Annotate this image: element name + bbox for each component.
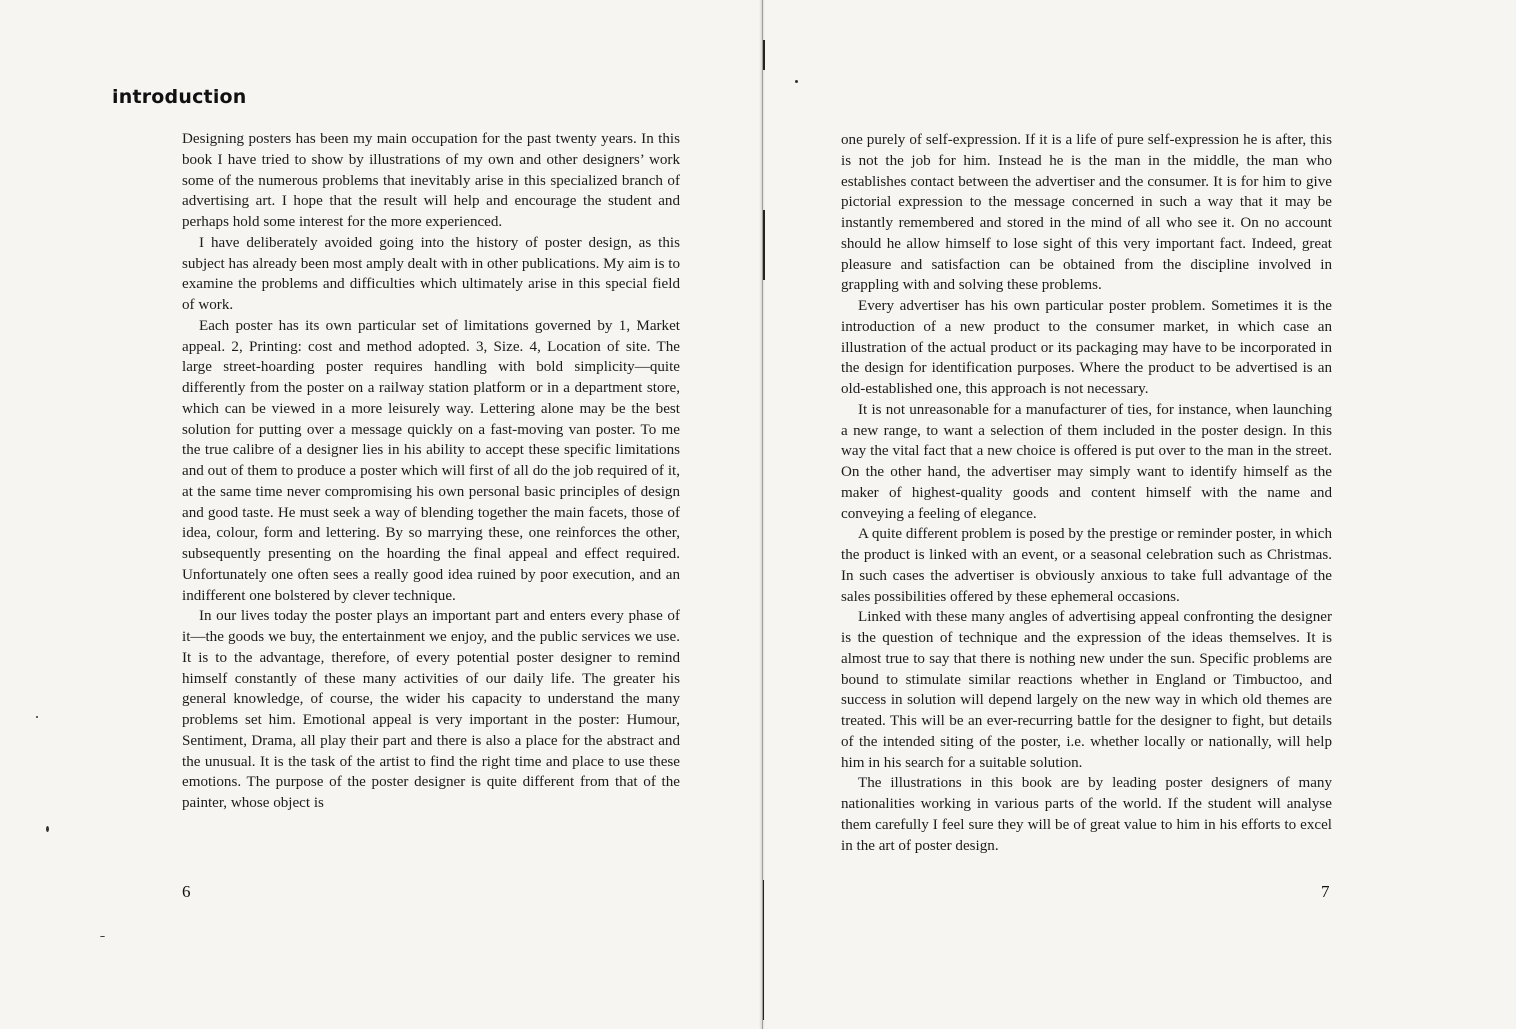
right-page-body: [841, 130, 1332, 856]
right-page: [760, 0, 1516, 1029]
left-paragraph-1: Designing posters has been my main occupation for the past twenty years. In this book I have tried to show by illustrations of my own and other designers’ work some of the numerous problems that inevitably arise in this specialized branch of advertising art. I hope that the result will help and encourage the student and perhaps hold some interest for the more experienced.: [182, 131, 680, 230]
right-paragraph-4: A quite different problem is posed by the prestige or reminder poster, in which the product is linked with an event, or a seasonal celebration such as Christmas. In such cases the advertiser is obviously anxious to take full advantage of the sales possibilities offered by these ephemeral occasions.: [841, 526, 1332, 605]
paper-speck: [46, 826, 49, 832]
right-page-number: 7: [1321, 882, 1330, 901]
left-paragraph-4: In our lives today the poster plays an important part and enters every phase of it—the goods we buy, the entertainment we enjoy, and the public services we use. It is to the advantage, therefore, of every potential poster designer to remind himself constantly of these many activities of our daily life. The greater his general knowledge, of course, the wider his capacity to understand the many problems set him. Emotional appeal is very important in the poster: Humour, Sentiment, Drama, all play their part and there is also a place for the abstract and the unusual. It is the task of the artist to find the right time and place to use these emotions. The purpose of the poster designer is quite different from that of the painter, whose object is: [182, 608, 680, 811]
paper-speck: [100, 936, 105, 937]
right-paragraph-2: Every advertiser has his own particular poster problem. Sometimes it is the introduction of a new product to the consumer market, in which case an illustration of the actual product or its packaging may have to be incorporated in the design for identification purposes. Where the product to be advertised is an old-established one, this approach is not necessary.: [841, 298, 1332, 397]
chapter-heading: introduction: [112, 86, 247, 108]
left-paragraph-3: Each poster has its own particular set of limitations governed by 1, Market appeal. 2, Printing: cost and method adopted. 3, Size. 4, Location of site. The large street-hoarding poster requires handling with bold simplicity—quite differently from the poster on a railway station platform or in a department store, which can be viewed in a more leisurely way. Lettering alone may be the best solution for putting over a message quickly on a fast-moving van poster. To me the true calibre of a designer lies in his ability to accept these specific limitations and out of them to produce a poster which will first of all do the job required of it, at the same time never compromising his own personal basic principles of design and good taste. He must seek a way of blending together the main facets, those of idea, colour, form and lettering. By so marrying these, one reinforces the other, subsequently presenting on the hoarding the final appeal and effect required. Unfortunately one often sees a really good idea ruined by poor execution, and an indifferent one bolstered by clever technique.: [182, 317, 680, 604]
right-paragraph-1: one purely of self-expression. If it is a life of pure self-expression he is after, this is not the job for him. Instead he is the man in the middle, the man who establishes contact between the advertiser and the consumer. It is for him to give pictorial expression to the message concerned in such a way that it may be instantly remembered and stored in the mind of all who see it. On no account should he allow himself to lose sight of this very important fact. Indeed, great pleasure and satisfaction can be obtained from the discipline involved in grappling with and solving these problems.: [841, 132, 1332, 294]
paper-speck: [36, 716, 38, 718]
left-page-body: [182, 129, 680, 814]
paper-speck: [795, 80, 798, 83]
right-paragraph-3: It is not unreasonable for a manufacturer of ties, for instance, when launching a new range, to want a selection of them included in the poster design. In this way the vital fact that a new choice is offered is put over to the man in the street. On the other hand, the advertiser may simply want to identify himself as the maker of highest-quality goods and content himself with the name and conveying a feeling of elegance.: [841, 401, 1332, 522]
right-paragraph-6: The illustrations in this book are by leading poster designers of many nationalities working in various parts of the world. If the student will analyse them carefully I feel sure they will be of great value to him in his efforts to excel in the art of poster design.: [841, 775, 1332, 854]
left-page-number: 6: [182, 882, 191, 901]
right-paragraph-5: Linked with these many angles of advertising appeal confronting the designer is the question of technique and the expression of the ideas themselves. It is almost true to say that there is nothing new under the sun. Specific problems are bound to stimulate similar reactions whether in England or Timbuctoo, and success in solution will depend largely on the new way in which old themes are treated. This will be an ever-recurring battle for the designer to fight, but details of the intended siting of the poster, i.e. whether locally or nationally, will help him in his search for a suitable solution.: [841, 609, 1332, 771]
left-paragraph-2: I have deliberately avoided going into the history of poster design, as this subject has already been most amply dealt with in other publications. My aim is to examine the problems and difficulties which ultimately arise in this special field of work.: [182, 234, 680, 313]
